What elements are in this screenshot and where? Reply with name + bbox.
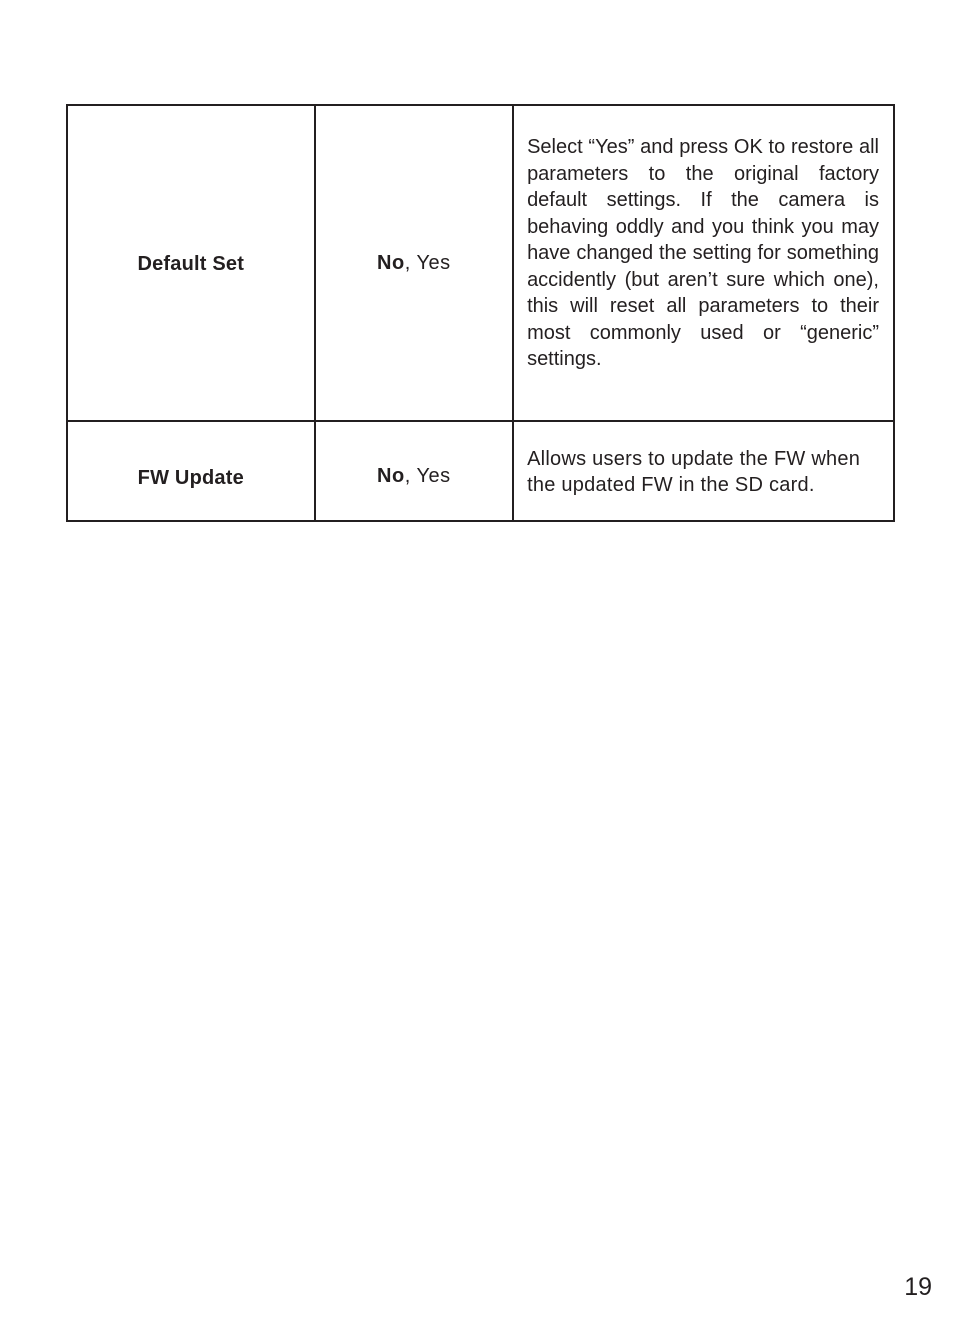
setting-description xyxy=(513,421,894,521)
table-row-default-set xyxy=(67,105,894,421)
option-default: No xyxy=(377,251,405,274)
setting-name-text: Default Set xyxy=(137,252,245,275)
setting-description-text: Select “Yes” and press OK to restore all parameters to the original factory default settings. If the camera is behaving oddly and you think you may have changed the setting for something accidently (but aren’t sure which one), this will reset all parameters to their most commonly used or “generic” settings. xyxy=(527,136,879,370)
option-separator: , xyxy=(404,464,417,487)
option-other: Yes xyxy=(416,251,451,274)
table-row-fw-update xyxy=(67,421,894,521)
option-default: No xyxy=(377,464,405,487)
option-other: Yes xyxy=(416,464,451,487)
setting-options xyxy=(315,105,513,421)
setting-name-text: FW Update xyxy=(137,466,244,489)
setting-description-text: Allows users to update the FW when the updated FW in the SD card. xyxy=(527,447,861,496)
setting-description xyxy=(513,105,894,421)
setting-name xyxy=(67,105,315,421)
setting-name xyxy=(67,421,315,521)
option-separator: , xyxy=(404,251,417,274)
setting-options xyxy=(315,421,513,521)
page-number: 19 xyxy=(904,1273,932,1301)
settings-table xyxy=(66,104,895,522)
